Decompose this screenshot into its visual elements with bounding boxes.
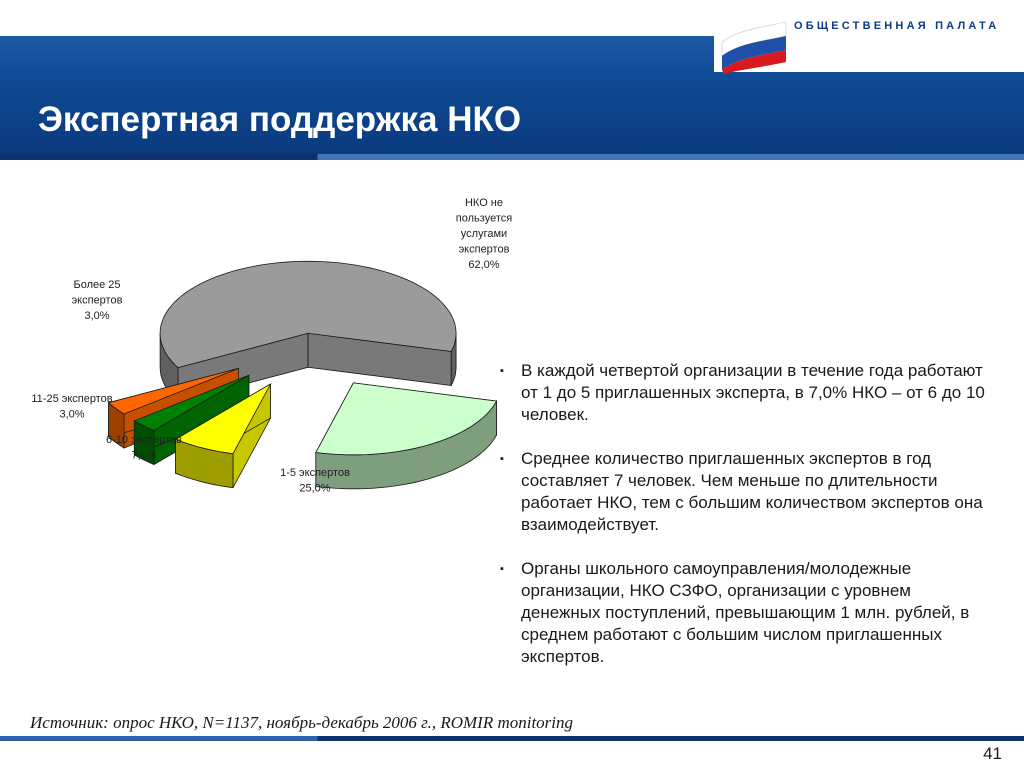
bullet-list	[500, 360, 990, 690]
bullet-item	[500, 558, 990, 668]
source-note: Источник: опрос НКО, N=1137, ноябрь-декабрь 2006 г., ROMIR monitoring	[30, 713, 574, 732]
slice-name-label: 11-25 экспертов	[31, 393, 113, 405]
org-name-line1: ОБЩЕСТВЕННАЯ ПАЛАТА	[794, 20, 1000, 32]
bullet-text: В каждой четвертой организации в течение года работают от 1 до 5 приглашенных эксперта, в 7,0% НКО – от 6 до 10 человек.	[521, 361, 985, 424]
slice-name-label: экспертов	[458, 243, 510, 256]
slice-name-label: экспертов	[71, 294, 123, 307]
slice-label	[72, 279, 123, 322]
bullet-marker-icon: ▪	[500, 563, 504, 575]
russian-flag-icon	[718, 16, 790, 74]
bullet-marker-icon: ▪	[500, 453, 504, 465]
bullet-item	[500, 360, 990, 426]
page-number: 41	[983, 744, 1002, 763]
slice-value-label: 7,0%	[131, 449, 157, 462]
slice-name-label: НКО не	[464, 197, 504, 209]
slice-name-label: услугами	[460, 228, 508, 240]
slice-name-label: 1-5 экспертов	[280, 467, 350, 479]
bullet-text: Органы школьного самоуправления/молодежные организации, НКО СЗФО, организации с уровнем денежных поступлений, превышающим 1 млн. рублей, в среднем работают с большим числом приглашенных экспертов.	[521, 559, 970, 666]
slice-name-label: пользуется	[455, 212, 513, 225]
slice-value-label: 62,0%	[468, 259, 500, 271]
pie-chart	[0, 160, 513, 520]
slice-value-label: 25,0%	[299, 482, 331, 495]
slice-name-label: 6-10 экспертов	[106, 434, 182, 446]
slice-value-label: 3,0%	[84, 310, 110, 322]
slice-name-label: Более 25	[73, 279, 121, 291]
slice-value-label: 3,0%	[59, 408, 85, 421]
slice-label	[31, 393, 112, 421]
slice-label	[456, 197, 512, 271]
page-title: Экспертная поддержка НКО	[38, 100, 522, 139]
bullet-text: Среднее количество приглашенных экспертов в год составляет 7 человек. Чем меньше по длительности работает НКО, тем с большим количеством экспертов она взаимодействует.	[521, 449, 983, 534]
org-name-line2: РОССИЙСКОЙ ФЕДЕРАЦИИ	[794, 45, 1018, 57]
bullet-item	[500, 448, 990, 536]
footer-divider	[0, 736, 1024, 741]
bullet-marker-icon: ▪	[500, 365, 504, 377]
